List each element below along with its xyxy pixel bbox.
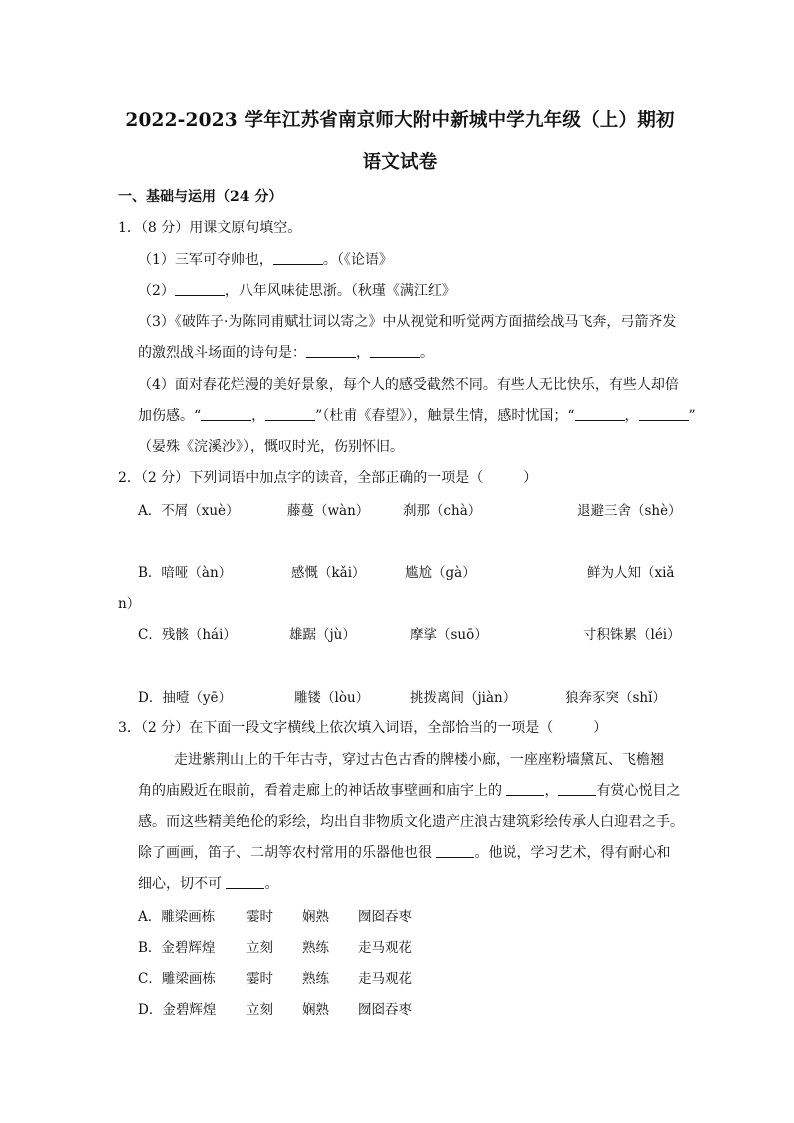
q3-passage-text-a: 角的庙殿近在眼前，看着走廊上的神话故事壁画和庙宇上的 <box>138 783 507 799</box>
q1-part2-text-a: （2） <box>138 283 175 299</box>
q3-stem-text: 3．（2 分）在下面一段文字横线上依次填入词语，全部恰当的一项是（ <box>118 720 554 736</box>
q3-passage-text-b: ， <box>544 783 559 799</box>
q1-part3-line2 <box>138 342 434 362</box>
q1-part4-text-c: ”（杜甫《春望》），触景生情，感时忧国；“ <box>315 408 575 424</box>
q1-part4-blank-3[interactable] <box>575 408 625 421</box>
q2-option-a-1: A．不屑（xuè） <box>138 503 240 519</box>
q3-passage-text-c: 有赏心悦目之 <box>596 783 681 799</box>
q3-passage-text-f: 细心，切不可 <box>138 876 227 892</box>
q1-part3-blank-2[interactable] <box>370 345 420 358</box>
q3-option-d-2: 立刻 <box>246 1002 273 1018</box>
q3-blank-2[interactable] <box>558 783 596 796</box>
q1-part1-blank[interactable] <box>273 252 323 265</box>
q1-part2-text-b: ，八年风味徒思浙。（秋瑾《满江红》 <box>224 283 456 299</box>
q1-part4-text-b: ， <box>251 408 266 424</box>
q2-stem <box>118 467 537 487</box>
q3-passage-text-d: 除了画画，笛子、二胡等农村常用的乐器他也很 <box>138 845 437 861</box>
q1-part4-blank-1[interactable] <box>201 408 251 421</box>
q3-option-a-4: 囫囵吞枣 <box>358 909 412 925</box>
q3-passage-line1: 走进紫荆山上的千年古寺，穿过古色古香的牌楼小廊，一座座粉墙黛瓦、飞檐翘 <box>174 752 664 768</box>
exam-title-line1: 2022-2023 学年江苏省南京师大附中新城中学九年级（上）期初 <box>125 110 675 131</box>
exam-title-line2: 语文试卷 <box>362 152 438 173</box>
q1-part1-text-b: 。（《论语》 <box>322 252 393 268</box>
q2-option-b-wrap: n） <box>118 596 141 612</box>
q1-part3-blank-1[interactable] <box>306 345 356 358</box>
q1-part4-text-d: ， <box>624 408 639 424</box>
q1-part4-blank-2[interactable] <box>265 408 315 421</box>
q3-option-b-3: 熟练 <box>302 940 329 956</box>
q2-option-c-1: C．残骸（hái） <box>138 627 237 643</box>
q3-option-c-4: 走马观花 <box>358 971 412 987</box>
q2-option-c-3: 摩挲（suō） <box>410 627 488 643</box>
q3-option-c-1: C．雕梁画栋 <box>138 971 216 987</box>
q2-option-a-4: 退避三舍（shè） <box>577 503 682 519</box>
q3-blank-1[interactable] <box>506 783 544 796</box>
q3-option-c-3: 熟练 <box>302 971 329 987</box>
q1-part3-line1: （3）《破阵子·为陈同甫赋壮词以寄之》中从视觉和听觉两方面描绘战马飞奔，弓箭齐发 <box>138 314 677 330</box>
q1-part3-text: 的激烈战斗场面的诗句是： <box>138 345 306 361</box>
q1-part1-text-a: （1）三军可夺帅也， <box>138 252 273 268</box>
q1-part2-blank[interactable] <box>175 283 225 296</box>
q3-blank-4[interactable] <box>226 876 264 889</box>
q2-stem-close: ） <box>523 470 538 486</box>
q3-passage-line5 <box>138 873 278 893</box>
q3-option-d-1: D．金碧辉煌 <box>138 1002 217 1018</box>
q3-option-a-2: 霎时 <box>246 909 273 925</box>
q1-part4-line1: （4）面对春花烂漫的美好景象，每个人的感受截然不同。有些人无比快乐，有些人却倍 <box>138 377 679 393</box>
q2-option-b-2: 感慨（kǎi） <box>291 565 366 581</box>
q1-part4-blank-4[interactable] <box>639 408 689 421</box>
q1-part3-sep: ， <box>356 345 370 361</box>
q2-option-d-4: 狼奔豕突（shǐ） <box>565 690 666 706</box>
q2-option-c-2: 雄踞（jù） <box>289 627 356 643</box>
q1-part4-text-e: ” <box>688 408 696 424</box>
q2-option-b-1: B．喑哑（àn） <box>138 565 233 581</box>
q1-part4-text-a: 加伤感。“ <box>138 408 202 424</box>
q2-option-b-3: 尴尬（gà） <box>405 565 476 581</box>
q1-part3-end: 。 <box>420 345 434 361</box>
q2-option-d-2: 雕镂（lòu） <box>294 690 370 706</box>
q3-passage-line2 <box>138 780 680 800</box>
q1-part4-line3: （晏殊《浣溪沙》），慨叹时光，伤别怀旧。 <box>138 439 404 455</box>
q3-option-a-3: 娴熟 <box>302 909 329 925</box>
q1-part1 <box>138 249 393 269</box>
q1-part2 <box>138 280 456 300</box>
section-heading: 一、基础与运用（24 分） <box>118 189 283 205</box>
q3-option-d-3: 娴熟 <box>302 1002 329 1018</box>
q3-option-b-2: 立刻 <box>246 940 273 956</box>
q3-option-b-4: 走马观花 <box>358 940 412 956</box>
q3-option-d-4: 囫囵吞枣 <box>358 1002 412 1018</box>
q2-option-a-3: 刹那（chà） <box>403 503 482 519</box>
q2-option-a-2: 藤蔓（wàn） <box>287 503 370 519</box>
q2-stem-text: 2．（2 分）下列词语中加点字的读音，全部正确的一项是（ <box>118 470 484 486</box>
q1-stem: 1．（8 分）用课文原句填空。 <box>118 220 302 236</box>
q2-option-d-1: D．抽噎（yē） <box>138 690 232 706</box>
q3-passage-text-g: 。 <box>264 876 279 892</box>
q3-option-c-2: 霎时 <box>246 971 273 987</box>
q3-blank-3[interactable] <box>436 845 474 858</box>
q3-passage-line4 <box>138 842 670 862</box>
q3-passage-line3: 感。而这些精美绝伦的彩绘，均出自非物质文化遗产庄浪古建筑彩绘传承人白迎君之手。 <box>138 814 684 830</box>
q1-part4-line2 <box>138 405 696 425</box>
q2-option-b-4: 鲜为人知（xiǎ <box>587 565 675 581</box>
q3-stem <box>118 717 607 737</box>
q3-passage-text-e: 。他说，学习艺术，得有耐心和 <box>474 845 671 861</box>
q3-option-a-1: A．雕梁画栋 <box>138 909 216 925</box>
q2-option-d-3: 挑拨离间（jiàn） <box>410 690 517 706</box>
q2-option-c-4: 寸积铢累（léi） <box>583 627 681 643</box>
q3-stem-close: ） <box>593 720 608 736</box>
q3-option-b-1: B．金碧辉煌 <box>138 940 216 956</box>
